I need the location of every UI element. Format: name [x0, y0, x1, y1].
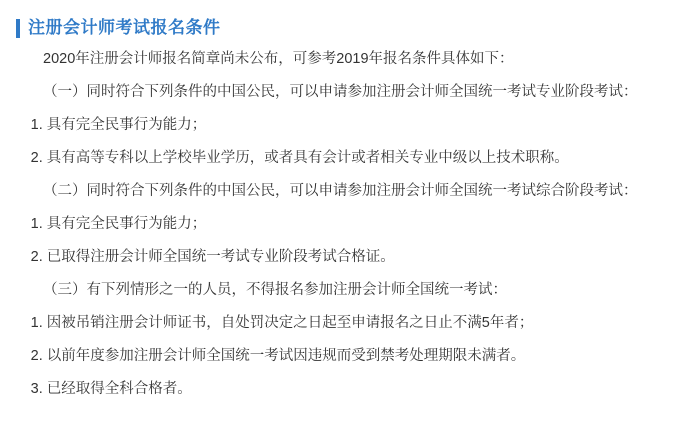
list-item: 1. 具有完全民事行为能力；	[30, 117, 207, 133]
title-accent-bar	[16, 19, 20, 38]
page-title-text: 注册会计师考试报名条件	[28, 18, 221, 37]
page-title	[16, 18, 669, 38]
paragraph: 2020年注册会计师报名简章尚未公布，可参考2019年报名条件具体如下：	[43, 51, 514, 67]
list-item: 2. 已取得注册会计师全国统一考试专业阶段考试合格证。	[30, 249, 395, 265]
list-item: 3. 已经取得全科合格者。	[30, 381, 192, 397]
paragraph: （三）有下列情形之一的人员，不得报名参加注册会计师全国统一考试：	[43, 282, 507, 298]
list-item: 1. 具有完全民事行为能力；	[30, 216, 207, 232]
paragraph: （二）同时符合下列条件的中国公民，可以申请参加注册会计师全国统一考试综合阶段考试：	[43, 183, 638, 199]
article-body	[14, 48, 669, 400]
list-item: 2. 以前年度参加注册会计师全国统一考试因违规而受到禁考处理期限未满者。	[30, 348, 526, 364]
list-item: 2. 具有高等专科以上学校毕业学历，或者具有会计或者相关专业中级以上技术职称。	[30, 150, 569, 166]
paragraph: （一）同时符合下列条件的中国公民，可以申请参加注册会计师全国统一考试专业阶段考试：	[43, 84, 638, 100]
list-item: 1. 因被吊销注册会计师证书，自处罚决定之日起至申请报名之日止不满5年者；	[30, 315, 534, 331]
